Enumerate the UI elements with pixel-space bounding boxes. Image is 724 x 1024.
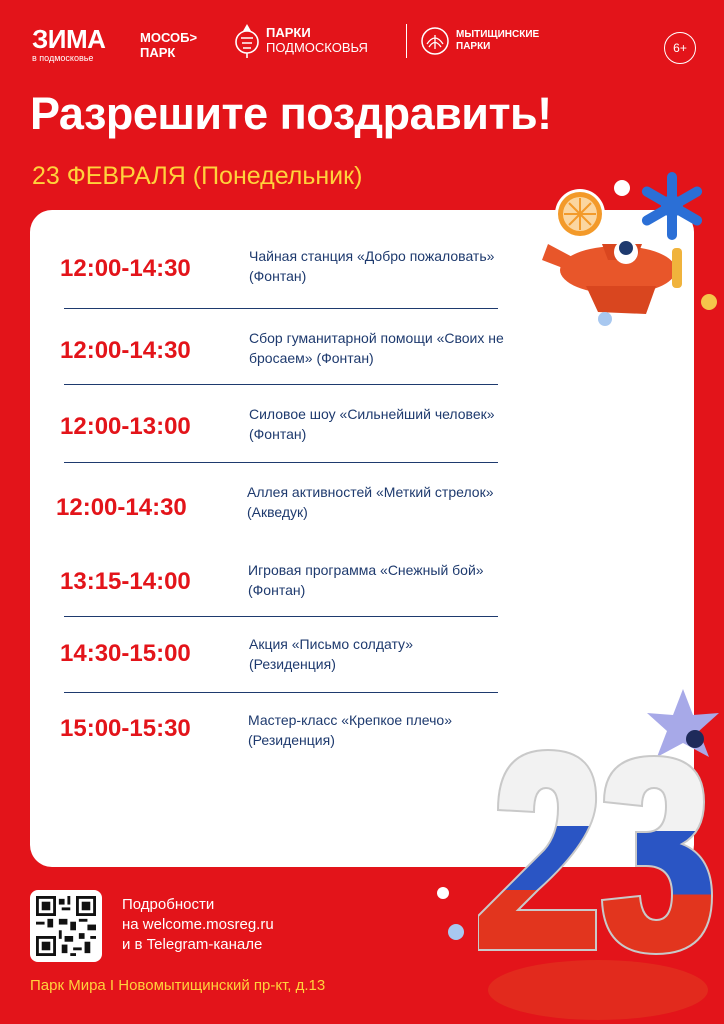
schedule-description-line2: (Фонтан)	[248, 582, 306, 598]
schedule-description-line2: (Фонтан)	[249, 426, 307, 442]
schedule-description-line1: Сбор гуманитарной помощи «Своих не	[249, 330, 504, 346]
myt-logo-line2: ПАРКИ	[456, 41, 491, 52]
snowball-icon	[435, 885, 451, 901]
parki-podmoskovya-logo	[234, 18, 368, 62]
parki-logo-line1: ПАРКИ	[266, 25, 311, 40]
schedule-description	[249, 404, 559, 444]
schedule-description-line2: (Резиденция)	[248, 732, 335, 748]
divider	[64, 462, 498, 463]
schedule-description	[249, 328, 559, 368]
myt-emblem-icon	[420, 26, 450, 56]
park-address: Парк Мира I Новомытищинский пр-кт, д.13	[30, 977, 326, 994]
page-title: Разрешите поздравить!	[30, 88, 552, 139]
snowball-icon	[596, 310, 614, 328]
schedule-description-line2: (Резиденция)	[249, 656, 336, 672]
zima-logo	[32, 26, 105, 63]
schedule-time: 12:00-14:30	[56, 494, 187, 521]
schedule-time: 12:00-13:00	[60, 413, 191, 440]
schedule-description-line1: Аллея активностей «Меткий стрелок»	[247, 484, 494, 500]
qr-code-icon	[36, 896, 96, 956]
mytishchinskie-parki-logo	[420, 26, 539, 56]
header	[28, 18, 696, 68]
schedule-description-line1: Мастер-класс «Крепкое плечо»	[248, 712, 452, 728]
toy-airplane-icon	[538, 214, 690, 322]
schedule-time: 13:15-14:00	[60, 568, 191, 595]
schedule-description-line1: Чайная станция «Добро пожаловать»	[249, 248, 495, 264]
schedule-time: 12:00-14:30	[60, 337, 191, 364]
parki-logo-text	[266, 25, 368, 55]
zima-logo-title: ЗИМА	[32, 24, 106, 54]
qr-code[interactable]	[30, 890, 102, 962]
snowball-icon	[699, 292, 719, 312]
more-info-text	[122, 895, 274, 955]
schedule-description	[248, 560, 558, 600]
schedule-description-line2: (Акведук)	[247, 504, 308, 520]
more-info-line3: и в Telegram-канале	[122, 936, 263, 953]
mosobpark-logo-line1: МОСОБ>	[140, 30, 198, 45]
schedule-time: 12:00-14:30	[60, 255, 191, 282]
divider	[64, 616, 498, 617]
divider	[64, 308, 498, 309]
event-date: 23 ФЕВРАЛЯ (Понедельник)	[32, 162, 363, 190]
zima-logo-subtitle: в подмосковье	[32, 53, 94, 63]
schedule-time: 15:00-15:30	[60, 715, 191, 742]
snowball-icon	[612, 178, 632, 198]
schedule-description-line1: Акция «Письмо солдату»	[249, 636, 414, 652]
snowball-icon	[446, 922, 466, 942]
tree-emblem-icon	[234, 18, 260, 62]
schedule-description-line2: (Фонтан)	[249, 268, 307, 284]
more-info-link[interactable]: на welcome.mosreg.ru	[122, 916, 274, 933]
header-divider	[406, 24, 407, 58]
schedule-description-line1: Игровая программа «Снежный бой»	[248, 562, 484, 578]
number-23-sculpture	[478, 740, 724, 1024]
schedule-description-line1: Силовое шоу «Сильнейший человек»	[249, 406, 495, 422]
more-info-line1: Подробности	[122, 896, 215, 913]
schedule-description	[249, 634, 559, 674]
schedule-time: 14:30-15:00	[60, 640, 191, 667]
divider	[64, 384, 498, 385]
schedule-description-line2: бросаем» (Фонтан)	[249, 350, 374, 366]
schedule-description	[247, 482, 557, 522]
age-rating-badge: 6+	[664, 32, 696, 64]
myt-logo-line1: МЫТИЩИНСКИЕ	[456, 29, 540, 40]
myt-logo-text	[456, 29, 539, 53]
divider	[64, 692, 498, 693]
mosobpark-logo	[140, 30, 197, 60]
schedule-description	[249, 246, 559, 286]
parki-logo-line2: ПОДМОСКОВЬЯ	[266, 40, 368, 55]
mosobpark-logo-line2: ПАРК	[140, 45, 176, 60]
